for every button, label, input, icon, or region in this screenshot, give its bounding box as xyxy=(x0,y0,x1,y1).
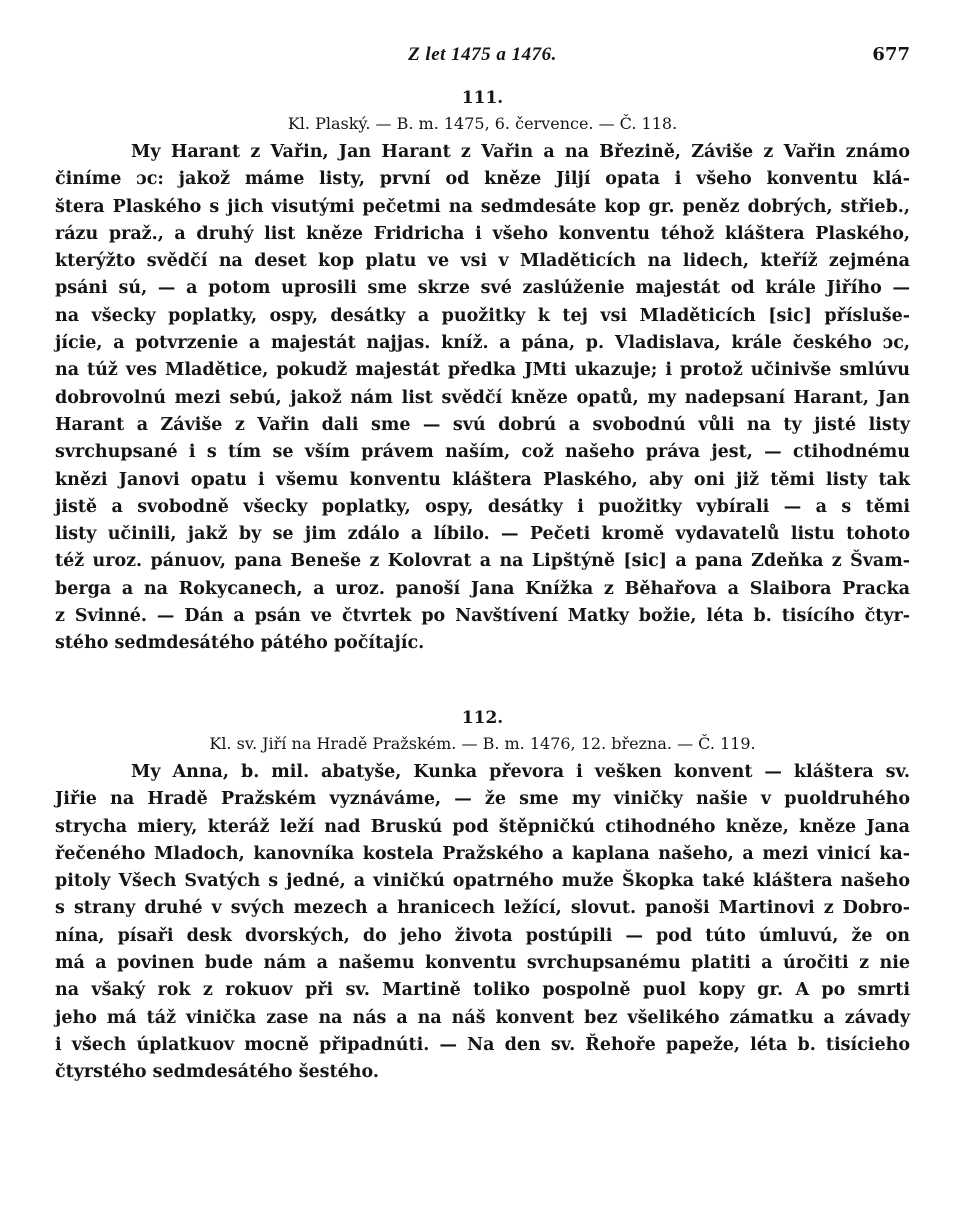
running-title: Z let 1475 a 1476. xyxy=(408,44,557,65)
text-line: psáni sú, — a potom uprosili sme skrze své zaslúženie majestát od krále Jiřího — xyxy=(55,278,910,299)
document-section-111 xyxy=(55,88,910,658)
document-section-112 xyxy=(55,708,910,1087)
text-line: na všecky poplatky, ospy, desátky a puožitky k tej vsi Mladěticích [sic] přísluše- xyxy=(55,305,910,326)
text-line: na túž ves Mladětice, pokudž majestát předka JMti ukazuje; i protož učinivše smlúvu xyxy=(55,360,910,381)
text-line: berga a na Rokycanech, a uroz. panoší Jana Knížka z Běhařova a Slaibora Pracka xyxy=(55,578,910,599)
text-line: i všech úplatkuov mocně připadnúti. — Na den sv. Řehoře papeže, léta b. tisícieho xyxy=(55,1034,910,1055)
text-line: svrchupsané i s tím se vším právem naším, což našeho práva jest, — ctihodnému xyxy=(55,442,910,463)
text-line: stého sedmdesátého pátého počítajíc. xyxy=(55,633,425,654)
text-line: řečeného Mladoch, kanovníka kostela Pražského a kaplana našeho, a mezi vinicí ka- xyxy=(55,843,910,864)
text-line: jície, a potvrzenie a majestát najjas. kníž. a pána, p. Vladislava, krále českého ɔc, xyxy=(55,333,910,354)
text-line: má a povinen bude nám a našemu konventu svrchupsanému platiti a úročiti z nie xyxy=(55,953,910,974)
text-line: My Harant z Vařin, Jan Harant z Vařin a na Březině, Záviše z Vařin známo xyxy=(131,142,910,162)
text-line: My Anna, b. mil. abatyše, Kunka převora i vešken konvent — kláštera sv. xyxy=(131,762,910,782)
text-line: rázu praž., a druhý list kněze Fridricha i všeho konventu téhož kláštera Plaského, xyxy=(55,223,910,244)
text-line: strycha miery, kteráž leží nad Bruskú pod štěpničkú ctihodného kněze, kněze Jana xyxy=(55,816,910,837)
document-number: 112. xyxy=(461,708,504,728)
text-line: kterýžto svědčí na deset kop platu ve vsi v Mladěticích na lidech, kteříž zejména xyxy=(55,251,910,272)
document-meta: Kl. Plaský. — B. m. 1475, 6. července. — Č. 118. xyxy=(287,114,678,133)
document-number: 111. xyxy=(461,88,504,108)
text-line: Jiřie na Hradě Pražském vyznáváme, — že sme my viničky našie v puoldruhého xyxy=(55,789,910,810)
page-header xyxy=(55,44,910,74)
text-line: činíme ɔc: jakož máme listy, první od kněze Jiljí opata i všeho konventu klá- xyxy=(55,169,910,190)
document-body xyxy=(55,139,910,658)
document-body xyxy=(55,759,910,1087)
text-line: štera Plaského s jich visutými pečetmi na sedmdesáte kop gr. peněz dobrých, střieb., xyxy=(55,196,910,217)
text-line: nína, písaři desk dvorských, do jeho života postúpili — pod túto úmluvú, že on xyxy=(55,925,910,946)
text-line: dobrovolnú mezi sebú, jakož nám list svědčí kněze opatů, my nadepsaní Harant, Jan xyxy=(55,387,910,408)
page-number: 677 xyxy=(872,44,910,65)
text-line: jeho má táž vinička zase na nás a na náš konvent bez všelikého zámatku a závady xyxy=(55,1007,910,1028)
text-line: jistě a svobodně všecky poplatky, ospy, desátky i puožitky vybírali — a s těmi xyxy=(55,496,910,517)
document-meta: Kl. sv. Jiří na Hradě Pražském. — B. m. 1476, 12. března. — Č. 119. xyxy=(209,734,756,753)
text-line: knězi Janovi opatu i všemu konventu kláštera Plaského, aby oni již těmi listy tak xyxy=(55,469,910,490)
text-line: též uroz. pánuov, pana Beneše z Kolovrat a na Lipštýně [sic] a pana Zdeňka z Švam- xyxy=(55,551,910,572)
text-line: na všaký rok z rokuov při sv. Martině toliko pospolně puol kopy gr. A po smrti xyxy=(55,980,910,1001)
text-line: s strany druhé v svých mezech a hranicech ležící, slovut. panoši Martinovi z Dobro- xyxy=(55,898,910,919)
text-line: listy učinili, jakž by se jim zdálo a líbilo. — Pečeti kromě vydavatelů listu tohoto xyxy=(55,524,910,545)
text-line: pitoly Všech Svatých s jedné, a viničkú opatrného muže Škopka také kláštera našeho xyxy=(55,871,910,892)
text-line: Harant a Záviše z Vařin dali sme — svú dobrú a svobodnú vůli na ty jisté listy xyxy=(55,414,910,435)
text-line: čtyrstého sedmdesátého šestého. xyxy=(55,1062,379,1083)
text-line: z Svinné. — Dán a psán ve čtvrtek po Navštívení Matky božie, léta b. tisícího čtyr- xyxy=(55,606,910,627)
